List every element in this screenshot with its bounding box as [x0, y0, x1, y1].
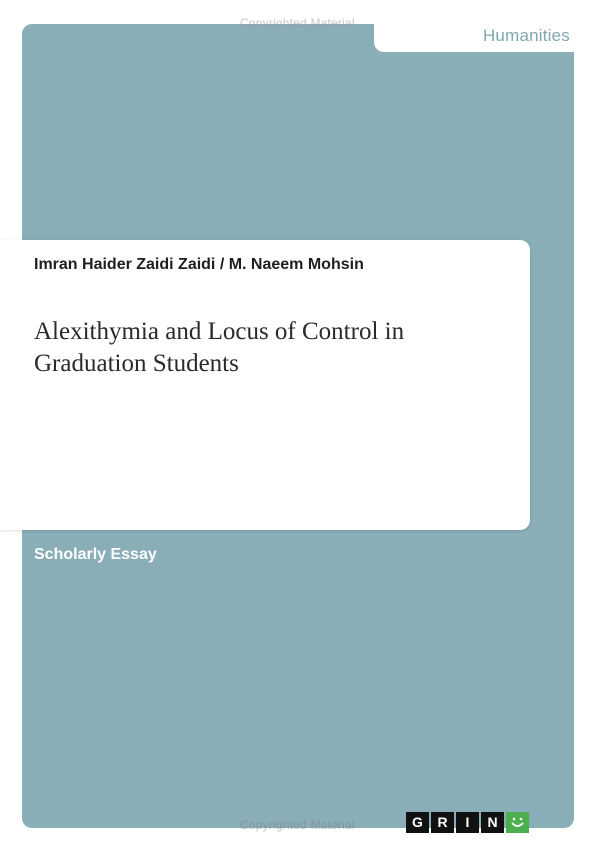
publisher-logo	[406, 812, 529, 833]
authors: Imran Haider Zaidi Zaidi / M. Naeem Mohsin	[34, 256, 364, 273]
smiley-icon	[506, 812, 529, 833]
title-card	[0, 240, 530, 530]
publisher-letter-r: R	[431, 812, 454, 833]
publisher-letter-n: N	[481, 812, 504, 833]
publisher-letter-g: G	[406, 812, 429, 833]
book-type: Scholarly Essay	[34, 546, 157, 563]
publisher-letter-i: I	[456, 812, 479, 833]
watermark-top: Copyrighted Material	[240, 16, 355, 30]
book-title: Alexithymia and Locus of Control in Graduation Students	[34, 318, 405, 377]
watermark-bottom: Copyrighted Material	[240, 818, 355, 832]
category-label: Humanities	[482, 26, 570, 45]
